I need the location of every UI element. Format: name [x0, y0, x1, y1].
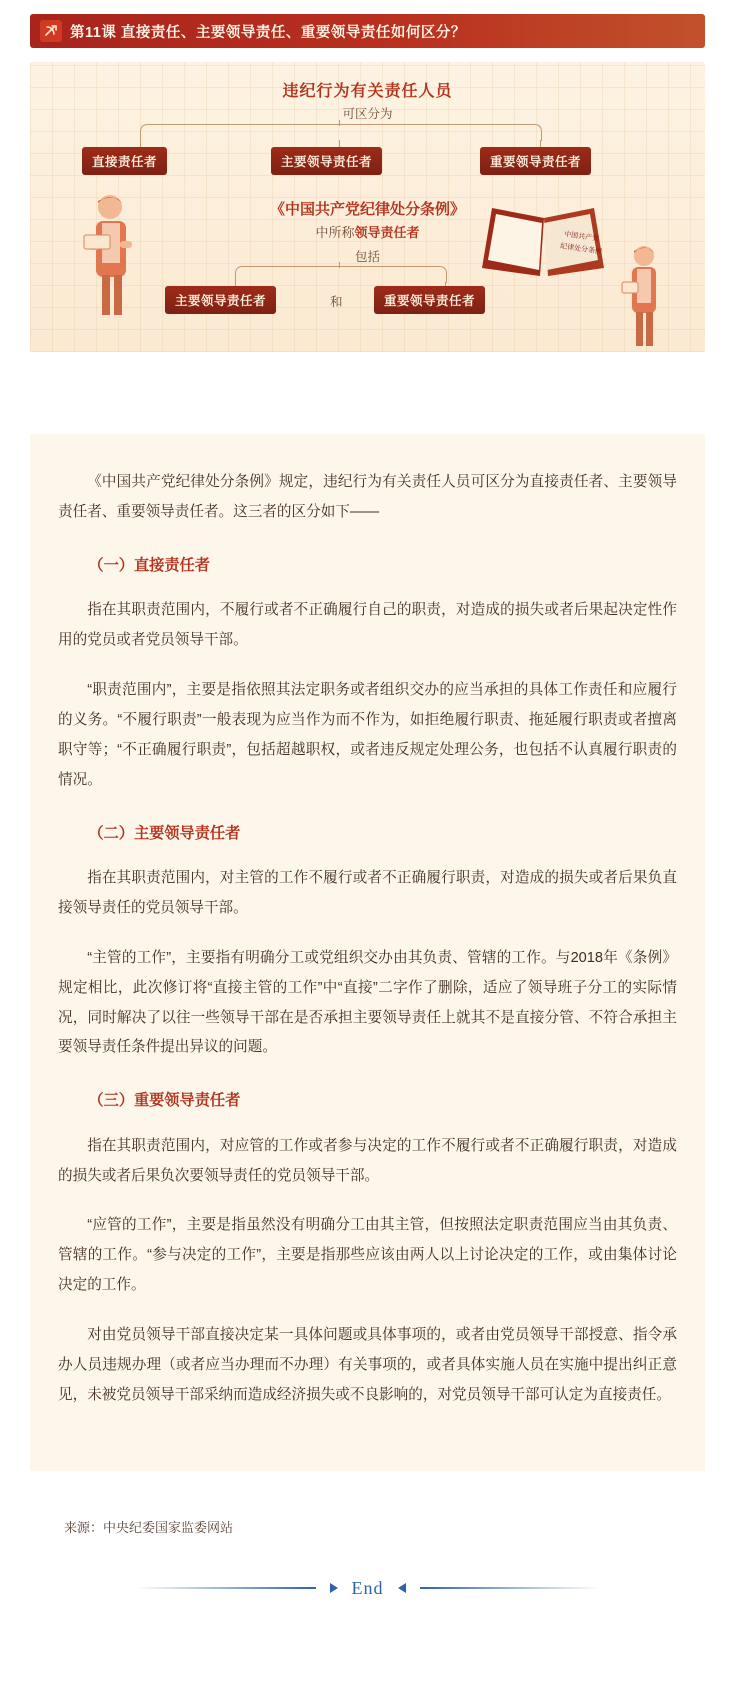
header-bar: [30, 14, 705, 48]
section-heading: （三）重要领导责任者: [88, 1092, 241, 1110]
article-paragraph: 《中国共产党纪律处分条例》规定，违纪行为有关责任人员可区分为直接责任者、主要领导责任者、重要领导责任者。这三者的区分如下——: [58, 474, 677, 520]
end-line-right: [420, 1587, 600, 1589]
section-heading: （二）主要领导责任者: [88, 824, 241, 842]
infographic-sublabel-1: 可区分为: [342, 107, 393, 121]
article-paragraph: 指在其职责范围内，对主管的工作不履行或者不正确履行职责，对造成的损失或者后果负直接领导责任的党员领导干部。: [58, 869, 677, 916]
stem-top: [339, 120, 340, 126]
article-paragraph: “应管的工作”，主要是指虽然没有明确分工由其主管，但按照法定职责范围应当由其负责、管辖的工作。“参与决定的工作”，主要是指那些应该由两人以上讨论决定的工作，或由集体讨论决定的工作。: [58, 1217, 677, 1294]
article-paragraph: “职责范围内”，主要是指依照其法定职务或者组织交办的应当承担的具体工作责任和应履行的义务。“不履行职责”一般表现为应当作为而不作为，如拒绝履行职责、拖延履行职责或者擅离职守等；“不正确履行职责”，包括超越职权，或者违反规定处理公务，也包括不认真履行职责的情况。: [58, 681, 677, 788]
law-title: 《中国共产党纪律处分条例》: [269, 201, 465, 218]
section-heading: （一）直接责任者: [88, 556, 210, 574]
end-arrow-right-icon: [398, 1583, 406, 1593]
end-label: End: [351, 1577, 384, 1598]
article-paragraph: “主管的工作”，主要指有明确分工或党组织交办由其负责、管辖的工作。与2018年《条例》规定相比，此次修订将“直接主管的工作”中“直接”二字作了删除，适应了领导班子分工的实际情况，同时解决了以往一些领导干部在是否承担主要领导责任上就其不是直接分管、不符合承担主要领导责任条件提出异议的问题。: [58, 949, 677, 1056]
bracket-top: [140, 124, 542, 141]
source-line: 来源：中央纪委国家监委网站: [64, 1519, 234, 1535]
hammer-sickle-icon: [40, 20, 62, 42]
end-arrow-left-icon: [330, 1583, 338, 1593]
law-subtitle-prefix: 中所称: [315, 225, 355, 240]
end-divider: [0, 1578, 735, 1599]
article-paragraph: 对由党员领导干部直接决定某一具体问题或具体事项的，或者由党员领导干部授意、指令承办人员违规办理（或者应当办理而不办理）有关事项的，或者具体实施人员在实施中提出纠正意见，未被党员领导干部采纳而造成经济损失或不良影响的，对党员领导干部可认定为直接责任。: [58, 1327, 677, 1403]
tag-important-leadership-bottom: 重要领导责任者: [374, 286, 485, 314]
infographic-panel: [30, 62, 705, 352]
infographic-sublabel-2: 包括: [354, 250, 380, 264]
article-paragraph: 指在其职责范围内，不履行或者不正确履行自己的职责，对造成的损失或者后果起决定性作用的党员或者党员领导干部。: [58, 602, 677, 649]
infographic-headline: 违纪行为有关责任人员: [282, 83, 453, 100]
article-body: [30, 434, 705, 1471]
law-subtitle-highlight: 领导责任者: [354, 225, 420, 240]
svg-text:中国共产党: 中国共产党: [563, 231, 600, 243]
stem-bottom-top: [339, 262, 340, 268]
article-paragraph: 指在其职责范围内，对应管的工作或者参与决定的工作不履行或者不正确履行职责，对造成的损失或者后果负次要领导责任的党员领导干部。: [58, 1137, 677, 1184]
law-subtitle: [30, 222, 705, 241]
tag-direct-responsible: 直接责任者: [82, 147, 167, 175]
tag-primary-leadership: 主要领导责任者: [271, 147, 382, 175]
tag-important-leadership: 重要领导责任者: [480, 147, 591, 175]
tag-primary-leadership-bottom: 主要领导责任者: [165, 286, 276, 314]
page-title: 第11课 直接责任、主要领导责任、重要领导责任如何区分？: [70, 24, 466, 41]
end-line-left: [136, 1587, 316, 1589]
svg-text:纪律处分条例: 纪律处分条例: [559, 243, 603, 256]
bracket-bottom: [235, 266, 447, 283]
conjunction-label: 和: [330, 295, 343, 309]
